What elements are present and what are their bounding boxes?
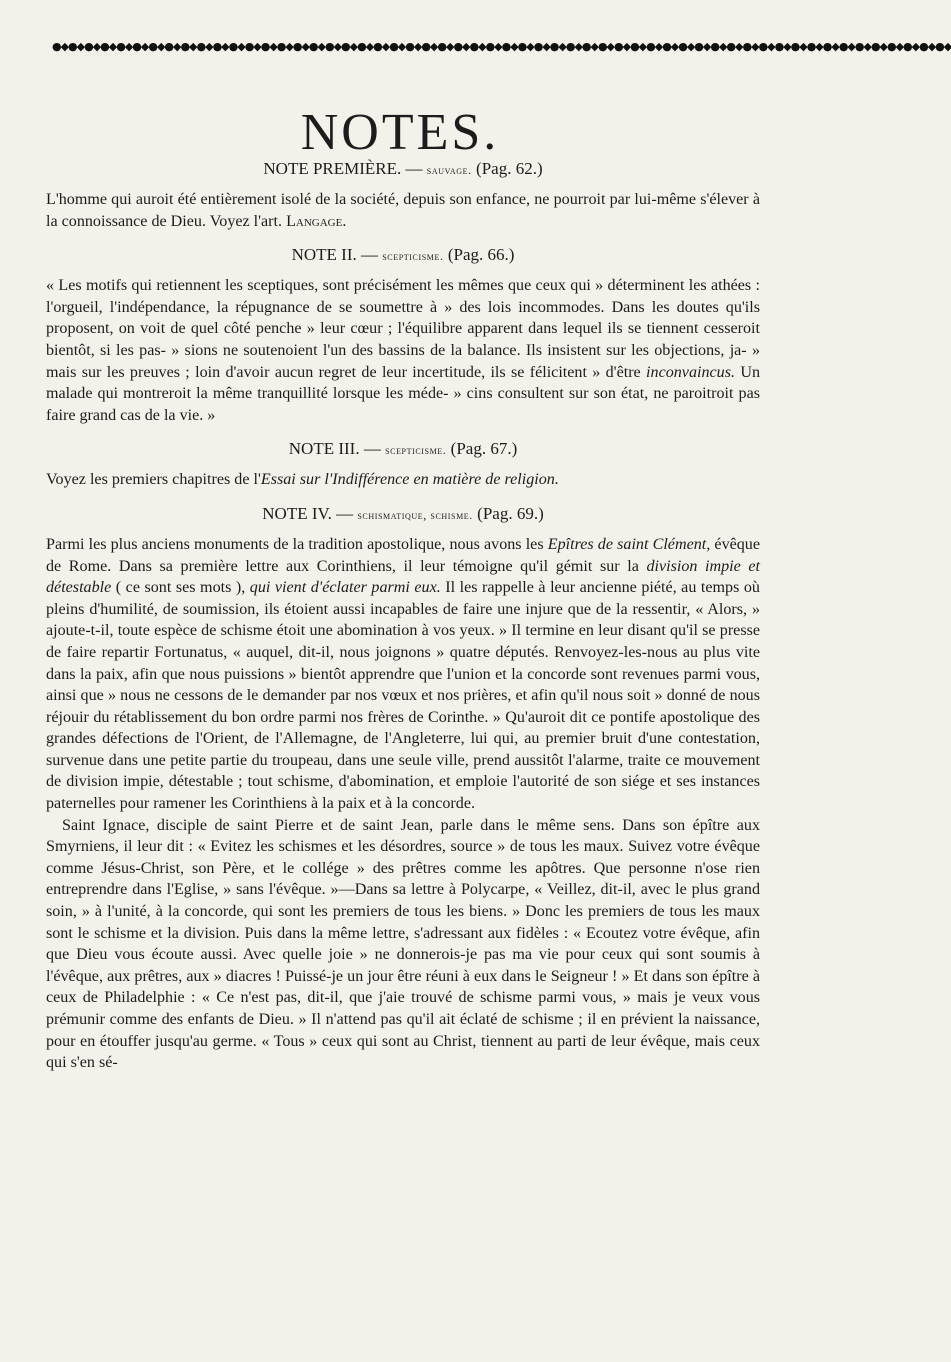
- note-topic: sauvage.: [426, 163, 472, 177]
- cross-reference: Langage.: [286, 212, 347, 230]
- paragraph-text: Parmi les plus anciens monuments de la tradition apostolique, nous avons les: [46, 535, 544, 553]
- note-label: NOTE II. —: [291, 245, 378, 265]
- note-topic: scepticisme.: [385, 443, 447, 458]
- page-title: NOTES.: [300, 103, 500, 161]
- note-topic: schismatique, schisme.: [357, 507, 473, 522]
- paragraph-text: « Les motifs qui retiennent les sceptiques, sont précisément les mêmes que ceux qui » déterminent les athées : l'orgueil, l'indépendance, la répugnance de se soumettre à » des lois incommodes. Dans les doutes qu'ils proposent, on voit de quel côté penche » leur cœur ; l'équilibre apparent dans lequel ils se tiennent cesseroit bientôt, si les pas- » sions ne soutenoient l'un des bassins de la balance. Ils insistent sur les objections, ja- » mais sur les preuves ; loin d'avoir aucun regret de leur incertitude, ils se félicitent » d'être: [46, 277, 760, 381]
- paragraph-text: Voyez les premiers chapitres de l': [46, 471, 261, 489]
- note-paragraph: [46, 534, 760, 815]
- note-page-ref: (Pag. 67.): [450, 439, 518, 459]
- paragraph-text: Il les rappelle à leur ancienne piété, au temps où pleins d'humilité, de soumission, ils étoient aussi incapables de faire une injure que de la ressentir, « Alors, » ajoute-t-il, toute espèce de schisme étoit une abomination à vos yeux. » Il termine en leur disant qu'il se presse de faire repartir Fortunatus, « auquel, dit-il, nous joignons » quatre députés. Renvoyez-les-nous au plus vite dans la paix, afin que nous puissions » bientôt apprendre que l'union et la concorde sont revenues parmi vous, ainsi que » nous ne cessons de le demander par nos vœux et nos prières, et afin qu'il nous soit » donné de nous réjouir du rétablissement du bon ordre parmi nos frères de Corinthe. » Qu'auroit dit ce pontife apostolique des grandes défections de l'Orient, de l'Allemagne, de l'Angleterre, lui qui, au premier bruit d'une contestation, survenue dans une petite partie du troupeau, dans une seule ville, prend aussitôt l'alarme, traite ce mouvement de division impie, détestable ; tout schisme, d'abomination, et emploie l'autorité de son siége et ses instances paternelles pour ramener les Corinthiens à la paix et à la concorde.: [46, 579, 760, 813]
- paragraph-text: Saint Ignace, disciple de saint Pierre et de saint Jean, parle dans le même sens. Dans son épître aux Smyrniens, il leur dit : « Evitez les schismes et les désordres, source » de tous les maux. Suivez votre évêque comme Jésus-Christ, son Père, et le collége » des prêtres comme les apôtres. Que personne n'ose rien entreprendre dans l'Eglise, » sans l'évêque. »—Dans sa lettre à Polycarpe, « Veillez, dit-il, avec le plus grand soin, » à l'unité, à la concorde, qui sont les premiers de tous les biens. » Donc les premiers de tous les maux sont le schisme et la division. Puis dans la même lettre, s'adressant aux fidèles : « Ecoutez votre évêque, afin que Dieu vous écoute aussi. Avec quelle joie » ne donnerois-je pas ma vie pour ceux qui sont soumis à l'évêque, aux prêtres, aux » diacres ! Puissé-je un jour être réuni à eux dans le Seigneur ! » Et dans son épître à ceux de Philadelphie : « Ce n'est pas, dit-il, que j'aie trouvé de schisme parmi vous, » mais je veux vous prémunir comme des enfants de Dieu. » Il n'attend pas qu'il ait éclaté de schisme ; il en prévient la naissance, pour en étouffer jusqu'au germe. « Tous » ceux qui sont au Christ, tiennent au parti de leur évêque, mais ceux qui s'en sé-: [46, 816, 760, 1072]
- note-1: [46, 158, 760, 232]
- italic-term: qui vient d'éclater parmi eux.: [249, 579, 441, 597]
- italic-term: inconvaincus.: [646, 363, 735, 381]
- note-heading: [46, 158, 760, 181]
- note-paragraph: [46, 189, 760, 232]
- note-2: [46, 244, 760, 426]
- note-paragraph: [46, 275, 760, 426]
- notes-content: [46, 158, 760, 1074]
- note-paragraph: [46, 815, 760, 1074]
- italic-term: Epîtres de saint Clément,: [547, 535, 711, 553]
- note-page-ref: (Pag. 62.): [476, 159, 543, 178]
- note-page-ref: (Pag. 66.): [447, 245, 515, 265]
- book-title: Essai sur l'Indifférence en matière de religion.: [260, 471, 559, 489]
- paragraph-text: L'homme qui auroit été entièrement isolé de la société, depuis son enfance, ne pourroit par lui-même s'élever à la connoissance de Dieu. Voyez l'art.: [46, 191, 760, 230]
- paragraph-text: évêque de Rome. Dans sa première lettre aux Corinthiens, il leur témoigne qu'il gémit sur la: [46, 535, 760, 575]
- note-label: NOTE PREMIÈRE. —: [263, 159, 423, 178]
- note-topic: scepticisme.: [382, 249, 444, 264]
- paragraph-text: Un malade qui montreroit la même tranquillité lorsque les méde- » cins consultent sur son état, ne paroitroit pas faire grand cas de la vie. »: [46, 363, 761, 424]
- note-heading: [46, 244, 760, 267]
- italic-term: division impie et détestable: [46, 557, 760, 597]
- decorative-border: ●◆●◆●◆●◆●◆●◆●◆●◆●◆●◆●◆●◆●◆●◆●◆●◆●◆●◆●◆●◆●◆●◆●◆●◆●◆●◆●◆●◆●◆●◆●◆●◆●◆●◆●◆●◆●◆●◆●◆●◆●◆●◆●◆●◆●◆●◆●◆●◆●◆●◆●◆●◆●◆●◆●◆●◆: [52, 40, 951, 53]
- note-paragraph: [46, 469, 760, 491]
- note-heading: [46, 503, 760, 526]
- note-heading: [46, 438, 760, 461]
- note-label: NOTE III. —: [288, 439, 381, 459]
- note-3: [46, 438, 760, 491]
- paragraph-text: ( ce sont ses mots ),: [115, 579, 246, 597]
- note-label: NOTE IV. —: [262, 503, 354, 523]
- note-page-ref: (Pag. 69.): [477, 503, 544, 523]
- note-4: [46, 503, 760, 1074]
